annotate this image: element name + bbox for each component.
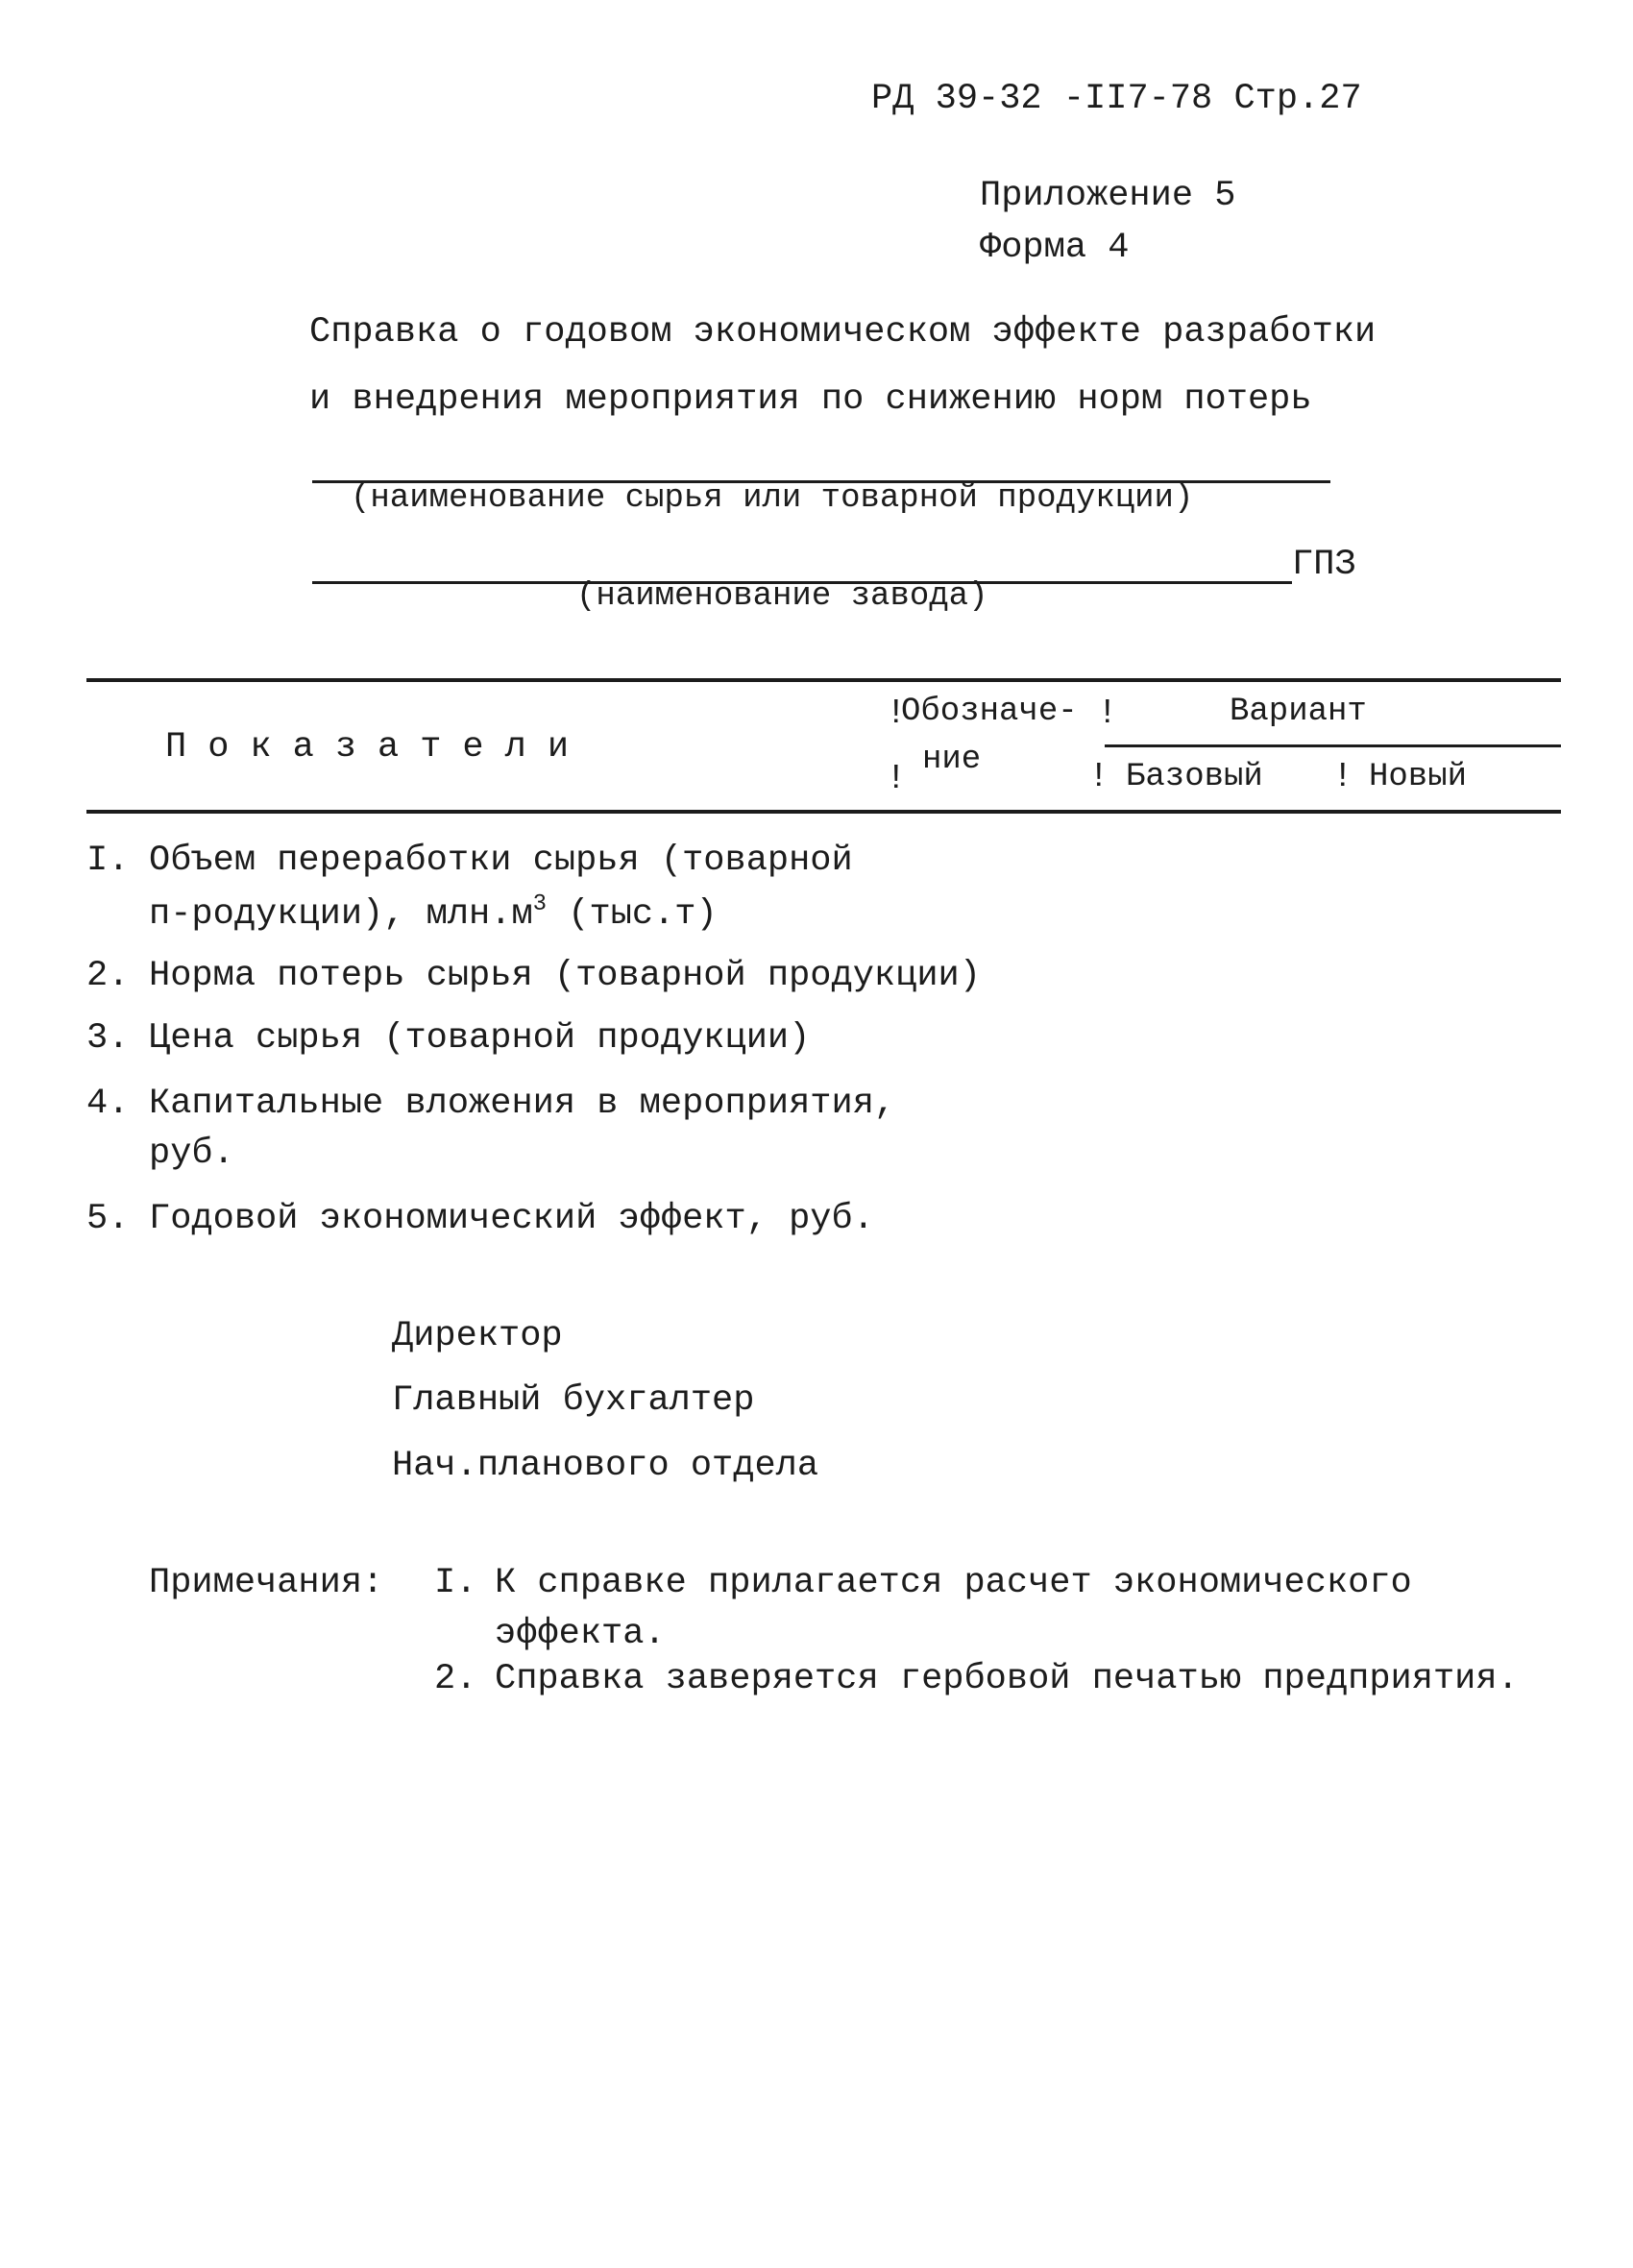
row-number: 5. — [86, 1199, 130, 1239]
column-separator: ! — [1332, 757, 1353, 796]
notes-label: Примечания: — [149, 1563, 384, 1603]
note-number: 2. — [434, 1659, 477, 1699]
document-title-line-1: Справка о годовом экономическом эффекте разработки — [309, 312, 1377, 353]
column-separator: ! — [886, 759, 907, 798]
note-text-continued: эффекта. — [495, 1614, 666, 1654]
row-indicator-label: Годовой экономический эффект, руб. — [149, 1199, 874, 1239]
document-title-line-2: и внедрения мероприятия по снижению норм потерь — [309, 379, 1312, 420]
signature-chief-accountant: Главный бухгалтер — [392, 1380, 755, 1421]
appendix-number: Приложение 5 — [980, 176, 1236, 216]
row-indicator-label-text: п-родукции), млн.м — [149, 894, 533, 935]
column-header-new: Новый — [1369, 759, 1468, 795]
column-header-designation-line-2: ние — [922, 742, 982, 778]
form-number: Форма 4 — [980, 228, 1130, 268]
row-indicator-label: Капитальные вложения в мероприятия, — [149, 1084, 896, 1124]
row-indicator-label: Норма потерь сырья (товарной продукции) — [149, 956, 981, 996]
row-number: 3. — [86, 1018, 130, 1059]
column-separator: ! — [1097, 694, 1118, 733]
signature-planning-head: Нач.планового отдела — [392, 1446, 819, 1486]
document-reference: РД 39-32 -II7-78 Стр.27 — [871, 79, 1362, 119]
product-name-caption: (наименование сырья или товарной продукции) — [351, 480, 1194, 517]
column-separator: ! — [886, 694, 907, 733]
table-top-rule — [86, 678, 1561, 682]
note-text: К справке прилагается расчет экономического — [495, 1563, 1412, 1603]
row-indicator-label: Объем переработки сырья (товарной — [149, 841, 853, 881]
note-text: Справка заверяется гербовой печатью предприятия. — [495, 1659, 1519, 1699]
column-header-variant: Вариант — [1230, 694, 1367, 730]
plant-name-caption: (наименование завода) — [576, 578, 988, 615]
column-header-base: Базовый — [1126, 759, 1263, 795]
unit-exponent: 3 — [532, 891, 548, 917]
row-indicator-label: Цена сырья (товарной продукции) — [149, 1018, 811, 1059]
variant-subheader-rule — [1105, 744, 1561, 747]
signature-director: Директор — [392, 1316, 563, 1356]
column-header-indicators: Показатели — [165, 727, 591, 768]
column-header-designation-line-1: Обозначе- — [901, 694, 1078, 730]
row-indicator-label-continued: руб. — [149, 1134, 234, 1174]
plant-suffix: ГПЗ — [1292, 545, 1356, 585]
row-indicator-label-continued — [149, 891, 718, 935]
row-indicator-label-unit: (тыс.т) — [547, 894, 718, 935]
row-number: 2. — [86, 956, 130, 996]
table-header-bottom-rule — [86, 810, 1561, 814]
row-number: I. — [86, 841, 130, 881]
column-separator: ! — [1088, 757, 1109, 796]
note-number: I. — [434, 1563, 477, 1603]
row-number: 4. — [86, 1084, 130, 1124]
